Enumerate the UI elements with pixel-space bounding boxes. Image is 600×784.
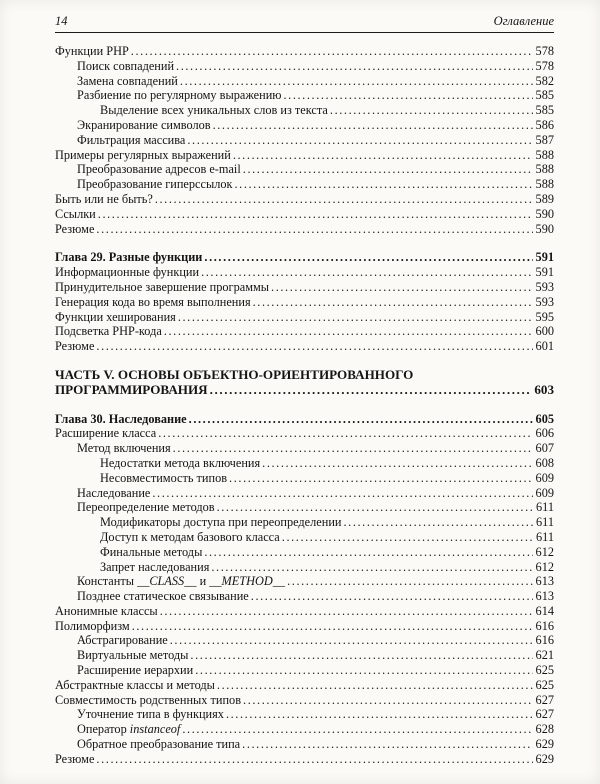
toc-entry	[55, 177, 554, 192]
toc-entry	[55, 500, 554, 515]
toc-entry-title: Переопределение методов	[77, 500, 215, 515]
toc-entry	[55, 207, 554, 222]
dot-leader	[170, 633, 533, 648]
toc-entry-page: 585	[535, 103, 554, 118]
dot-leader	[226, 707, 533, 722]
toc-entry-page: 612	[535, 559, 554, 574]
toc-entry	[55, 486, 554, 501]
toc-entry-title: Полиморфизм	[55, 618, 130, 633]
toc-entry-page: 582	[535, 73, 554, 88]
toc-entry-page: 629	[535, 751, 554, 766]
dot-leader	[204, 250, 532, 265]
toc-entry-page: 613	[535, 589, 554, 604]
toc-entry	[55, 560, 554, 575]
toc-entry	[55, 383, 554, 398]
dot-leader	[152, 486, 532, 501]
toc-entry-page: 588	[535, 162, 554, 177]
toc-entry-page: 593	[535, 294, 554, 309]
toc-entry	[55, 722, 554, 737]
toc-entry-title: Функции хеширования	[55, 309, 176, 324]
toc-entry-page: 588	[535, 177, 554, 192]
toc-entry-page: 590	[535, 206, 554, 221]
toc-entry-title: Глава 30. Наследование	[55, 411, 187, 426]
toc-entry	[55, 530, 554, 545]
toc-entry-title: Резюме	[55, 221, 95, 236]
toc-entry-title: Преобразование адресов e-mail	[77, 162, 241, 177]
dot-leader	[187, 133, 532, 148]
dot-leader	[283, 88, 532, 103]
toc-entry	[55, 133, 554, 148]
toc-entry-page: 616	[535, 633, 554, 648]
dot-leader	[96, 222, 532, 237]
dot-leader	[173, 441, 533, 456]
dot-leader	[271, 280, 533, 295]
toc-list	[55, 44, 554, 767]
toc-entry	[55, 324, 554, 339]
dot-leader	[287, 574, 532, 589]
dot-leader	[132, 619, 533, 634]
toc-entry	[55, 103, 554, 118]
toc-entry	[55, 693, 554, 708]
toc-entry-page: 625	[535, 677, 554, 692]
dot-leader	[155, 192, 533, 207]
dot-leader	[243, 693, 533, 708]
dot-leader	[96, 752, 532, 767]
toc-entry-page: 606	[535, 426, 554, 441]
toc-entry	[55, 648, 554, 663]
toc-entry	[55, 456, 554, 471]
toc-entry-page: 605	[535, 411, 554, 426]
dot-leader	[343, 515, 533, 530]
toc-entry-page: 627	[535, 692, 554, 707]
toc-entry-title: Функции PHP	[55, 44, 129, 58]
toc-entry-title: Примеры регулярных выражений	[55, 147, 231, 162]
toc-entry	[55, 88, 554, 103]
toc-entry-title: Ссылки	[55, 206, 96, 221]
dot-leader	[178, 310, 533, 325]
dot-leader	[251, 589, 533, 604]
toc-entry-page: 578	[535, 44, 554, 58]
toc-entry-page: 587	[535, 132, 554, 147]
dot-leader	[229, 471, 533, 486]
toc-entry-page: 586	[535, 117, 554, 132]
toc-entry-title: Несовместимость типов	[100, 470, 228, 485]
toc-entry-page: 614	[535, 603, 554, 618]
dot-leader	[131, 44, 533, 59]
toc-entry-title: Запрет наследования	[100, 559, 210, 574]
toc-entry	[55, 619, 554, 634]
toc-entry-title: Финальные методы	[100, 544, 203, 559]
toc-entry-page: 627	[535, 707, 554, 722]
toc-entry-title: Поиск совпадений	[77, 58, 175, 73]
toc-entry-title: Глава 29. Разные функции	[55, 250, 203, 265]
toc-entry	[55, 515, 554, 530]
toc-entry-page: 595	[535, 309, 554, 324]
toc-entry-title: Экранирование символов	[77, 117, 211, 132]
toc-entry	[55, 737, 554, 752]
dot-leader	[180, 74, 533, 89]
dot-leader	[233, 148, 533, 163]
toc-entry-title: Метод включения	[77, 441, 171, 456]
toc-entry	[55, 368, 554, 383]
dot-leader	[217, 500, 533, 515]
toc-entry-page: 601	[535, 339, 554, 354]
toc-entry-title: Быть или не быть?	[55, 191, 153, 206]
toc-entry-title: Информационные функции	[55, 265, 200, 280]
dot-leader	[330, 103, 533, 118]
toc-entry	[55, 441, 554, 456]
toc-entry-page: 625	[535, 663, 554, 678]
running-head-title: Оглавление	[493, 14, 554, 28]
dot-leader	[96, 339, 532, 354]
running-head	[55, 14, 554, 33]
toc-entry-title: Расширение класса	[55, 426, 157, 441]
toc-entry-title: Виртуальные методы	[77, 648, 189, 663]
toc-entry	[55, 162, 554, 177]
toc-entry-page: 611	[536, 500, 554, 515]
toc-entry-title: Подсветка PHP-кода	[55, 324, 162, 339]
toc-entry-title: Резюме	[55, 751, 95, 766]
toc-entry-page: 578	[535, 58, 554, 73]
toc-entry-title: Доступ к методам базового класса	[100, 529, 280, 544]
toc-entry	[55, 192, 554, 207]
dot-leader	[243, 162, 533, 177]
toc-entry-title: Недостатки метода включения	[100, 455, 261, 470]
toc-entry-page: 591	[535, 250, 554, 265]
toc-entry	[55, 545, 554, 560]
toc-entry	[55, 59, 554, 74]
toc-entry	[55, 412, 554, 427]
toc-entry-title: Наследование	[77, 485, 151, 500]
toc-entry-title: Константы __CLASS__ и __METHOD__	[77, 574, 286, 589]
toc-entry	[55, 707, 554, 722]
toc-entry-page: 593	[535, 279, 554, 294]
dot-leader	[242, 737, 532, 752]
toc-entry-page: 600	[535, 324, 554, 339]
toc-entry-page: 613	[535, 574, 554, 589]
toc-entry-page: 629	[535, 737, 554, 752]
toc-entry-page: 608	[535, 455, 554, 470]
toc-entry-title: ЧАСТЬ V. ОСНОВЫ ОБЪЕКТНО-ОРИЕНТИРОВАННОГО	[55, 366, 414, 382]
dot-leader	[195, 663, 532, 678]
toc-entry-page: 609	[535, 485, 554, 500]
toc-entry-title: Совместимость родственных типов	[55, 692, 242, 707]
dot-leader	[262, 456, 532, 471]
toc-entry	[55, 604, 554, 619]
toc-entry-page: 590	[535, 221, 554, 236]
toc-entry	[55, 633, 554, 648]
toc-entry-page: 609	[535, 470, 554, 485]
toc-entry-page: 611	[536, 515, 554, 530]
toc-entry-title: Анонимные классы	[55, 603, 158, 618]
toc-entry	[55, 250, 554, 265]
toc-entry	[55, 44, 554, 59]
dot-leader	[253, 295, 533, 310]
toc-entry-page: 621	[535, 648, 554, 663]
dot-leader	[204, 545, 532, 560]
dot-leader	[189, 412, 533, 427]
dot-leader	[158, 426, 532, 441]
dot-leader	[282, 530, 533, 545]
dot-leader	[213, 118, 533, 133]
toc-entry-title: Фильтрация массива	[77, 132, 186, 147]
toc-entry-title: Резюме	[55, 339, 95, 354]
dot-leader	[176, 59, 533, 74]
toc-entry	[55, 471, 554, 486]
toc-entry-title: Генерация кода во время выполнения	[55, 294, 251, 309]
toc-entry	[55, 148, 554, 163]
toc-entry-title: Модификаторы доступа при переопределении	[100, 515, 342, 530]
toc-entry	[55, 574, 554, 589]
toc-entry-title: Абстрагирование	[77, 633, 168, 648]
toc-entry-title: Расширение иерархии	[77, 663, 194, 678]
toc-entry	[55, 118, 554, 133]
dot-leader	[182, 722, 532, 737]
toc-entry-title: Разбиение по регулярному выражению	[77, 88, 282, 103]
toc-entry-page: 589	[535, 191, 554, 206]
toc-entry-page: 603	[534, 381, 554, 397]
toc-entry	[55, 426, 554, 441]
toc-entry-title: Преобразование гиперссылок	[77, 177, 233, 192]
dot-leader	[217, 678, 533, 693]
dot-leader	[211, 560, 532, 575]
toc-entry-title: Обратное преобразование типа	[77, 737, 241, 752]
dot-leader	[160, 604, 533, 619]
toc-entry-title: Замена совпадений	[77, 73, 178, 88]
dot-leader	[201, 265, 532, 280]
toc-entry-title: Принудительное завершение программы	[55, 279, 270, 294]
toc-entry-title: Абстрактные классы и методы	[55, 677, 215, 692]
toc-entry	[55, 589, 554, 604]
toc-entry-title: Выделение всех уникальных слов из текста	[100, 103, 328, 118]
toc-entry-page: 585	[535, 88, 554, 103]
toc-entry-title: Оператор instanceof	[77, 722, 181, 737]
toc-entry	[55, 678, 554, 693]
toc-entry	[55, 310, 554, 325]
toc-entry-page: 588	[535, 147, 554, 162]
dot-leader	[210, 383, 532, 398]
toc-entry-page: 591	[535, 265, 554, 280]
dot-leader	[98, 207, 533, 222]
dot-leader	[234, 177, 532, 192]
toc-entry-page: 616	[535, 618, 554, 633]
toc-entry-title: Позднее статическое связывание	[77, 589, 249, 604]
dot-leader	[164, 324, 533, 339]
toc-entry-page: 628	[535, 722, 554, 737]
toc-entry	[55, 222, 554, 237]
toc-entry	[55, 752, 554, 767]
toc-entry	[55, 663, 554, 678]
toc-entry-page: 612	[535, 544, 554, 559]
toc-entry	[55, 280, 554, 295]
toc-entry	[55, 74, 554, 89]
toc-entry-title: Уточнение типа в функциях	[77, 707, 224, 722]
toc-entry	[55, 295, 554, 310]
toc-entry-page: 611	[536, 529, 554, 544]
dot-leader	[190, 648, 532, 663]
page-number: 14	[55, 14, 68, 28]
toc-entry-title: ПРОГРАММИРОВАНИЯ	[55, 381, 208, 397]
toc-entry	[55, 339, 554, 354]
toc-entry-page: 607	[535, 441, 554, 456]
toc-entry	[55, 265, 554, 280]
